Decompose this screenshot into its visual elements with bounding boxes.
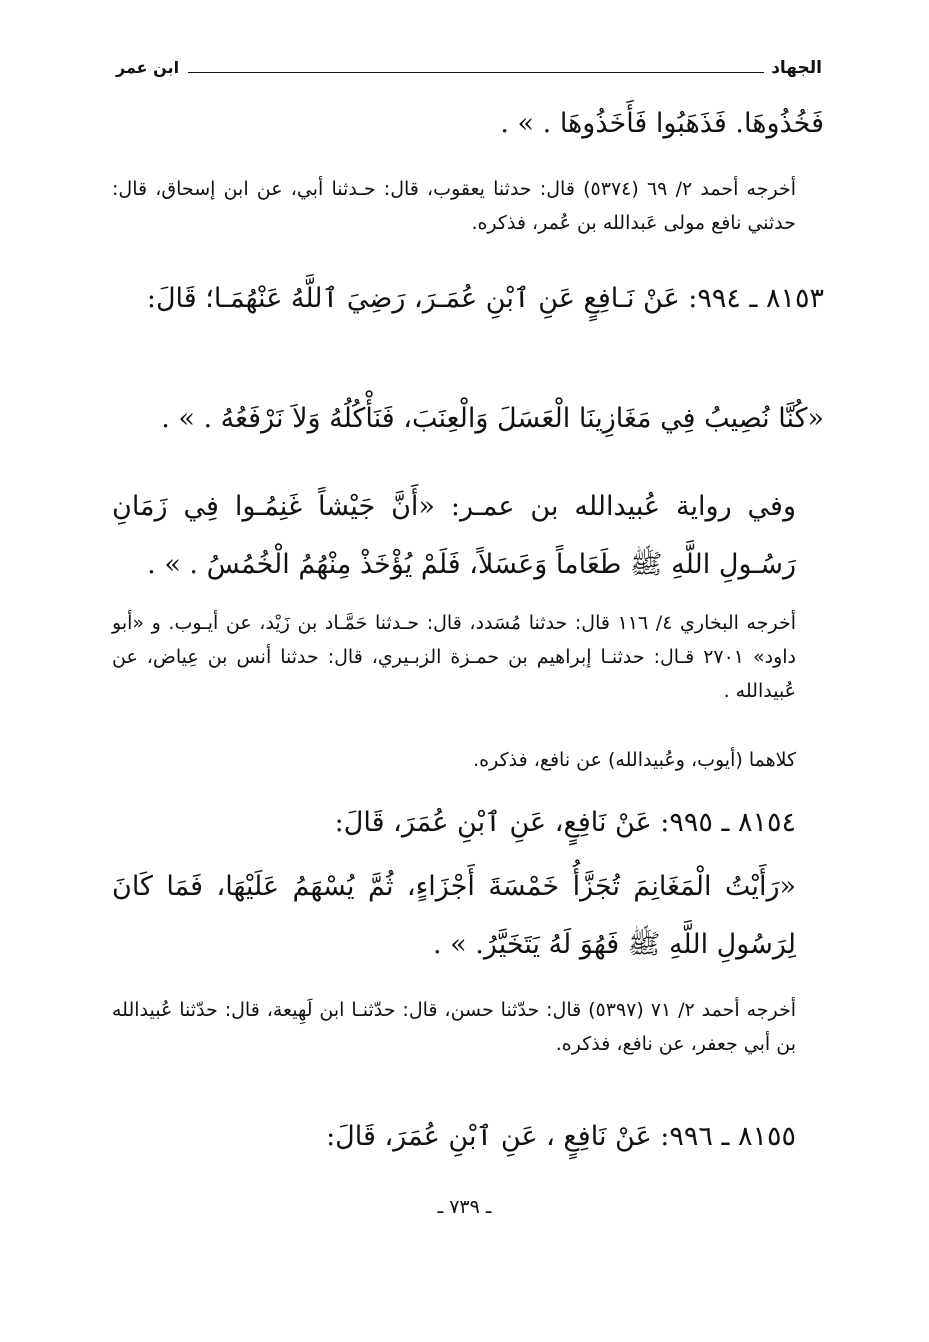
hadith-8153-heading: ٨١٥٣ ـ ٩٩٤: عَنْ نَـافِعٍ عَنِ ٱبْنِ عُمَـرَ، رَضِيَ ٱللَّهُ عَنْهُمَـا؛ قَالَ: [146,283,824,314]
header-rule [188,72,764,73]
section-title: ابن عمر [116,58,180,77]
chapter-title: الجهاد [771,58,822,78]
takhrij-8152: أخرجه أحمد ٢/ ٦٩ (٥٣٧٤) قال: حدثنا يعقوب، قال: حـدثنا أبي، عن ابن إسحاق، قال: حدثني نافع مولى عَبدالله بن عُمر، فذكره. [112,178,796,234]
hadith-8153-text: «كُنَّا نُصِيبُ فِي مَغَازِينَا الْعَسَلَ وَالْعِنَبَ، فَنَأْكُلُهُ وَلاَ نَرْفَعُهُ . » . [161,403,824,434]
hadith-8154-heading: ٨١٥٤ ـ ٩٩٥: عَنْ نَافِعٍ، عَنِ ٱبْنِ عُمَرَ، قَالَ: [334,807,796,838]
takhrij-8153: أخرجه البخاري ٤/ ١١٦ قال: حدثنا مُسَدد، قال: حـدثنا حَمَّـاد بن زَيْد، عن أيـوب. و «أبو داود» ٢٧٠١ قـال: حدثنـا إبراهيم بن حمـزة الزبـيري، قال: حدثنا أنس بن عِياض، عن عُبيدالله . [112,612,796,702]
hadith-continuation: فَخُذُوهَا. فَذَهَبُوا فَأَخَذُوهَا . » . [500,108,824,139]
hadith-8155-heading: ٨١٥٥ ـ ٩٩٦: عَنْ نَافِعٍ ، عَنِ ٱبْنِ عُمَرَ، قَالَ: [326,1121,796,1152]
hadith-8154-text: «رَأَيْتُ الْمَغَانِمَ تُجَزَّأُ خَمْسَةَ أَجْزَاءٍ، ثُمَّ يُسْهَمُ عَلَيْهَا، فَمَا كَانَ لِرَسُولِ اللَّهِ ﷺ فَهُوَ لَهُ يَتَخَيَّرُ. » . [112,871,796,960]
running-header [116,58,822,88]
hadith-8153-variant: وفي رواية عُبيدالله بن عمـر: «أَنَّ جَيْشاً غَنِمُـوا فِي زَمَانِ رَسُـولِ اللَّهِ ﷺ طَعَاماً وَعَسَلاً، فَلَمْ يُؤْخَذْ مِنْهُمُ الْخُمُسُ . » . [112,491,796,580]
takhrij-8154: أخرجه أحمد ٢/ ٧١ (٥٣٩٧) قال: حدّثنا حسن، قال: حدّثنـا ابن لَهِيعة، قال: حدّثنا عُبيدالله بن أبي جعفر، عن نافع، فذكره. [112,999,797,1055]
page-number: ـ ٧٣٩ ـ [437,1196,492,1218]
takhrij-8153-note: كلاهما (أيوب، وعُبيدالله) عن نافع، فذكره. [473,749,796,771]
